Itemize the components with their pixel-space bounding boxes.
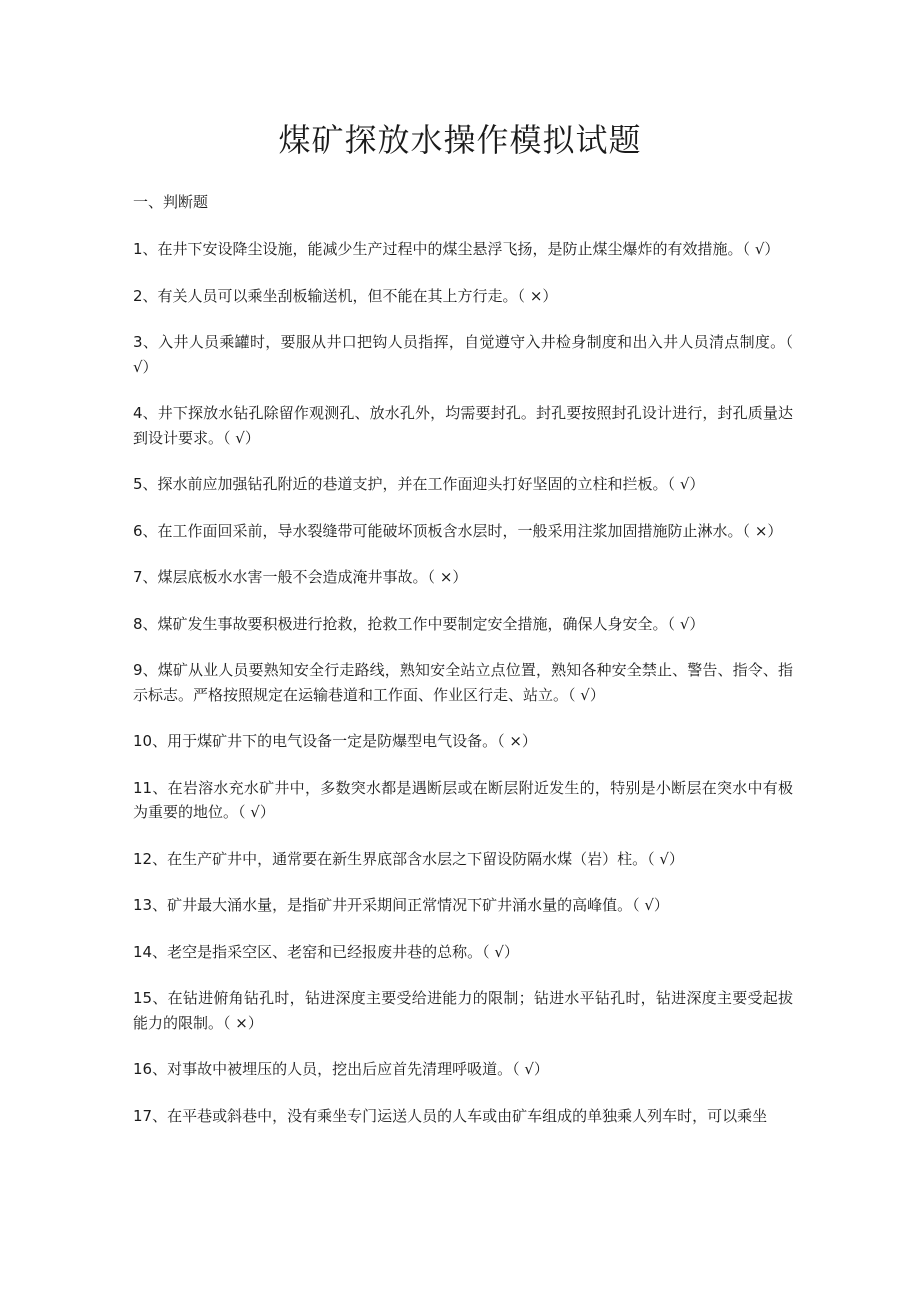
- question-item-4: 4、井下探放水钻孔除留作观测孔、放水孔外，均需要封孔。封孔要按照封孔设计进行，封孔质量达到设计要求。（ √）: [133, 404, 793, 447]
- question-item-2: 2、有关人员可以乘坐刮板输送机，但不能在其上方行走。（ ×）: [133, 286, 558, 305]
- question-item-11: 11、在岩溶水充水矿井中，多数突水都是遇断层或在断层附近发生的，特别是小断层在突水中有极为重要的地位。（ √）: [133, 778, 793, 821]
- document-title: 煤矿探放水操作模拟试题: [278, 121, 642, 159]
- question-item-12: 12、在生产矿井中，通常要在新生界底部含水层之下留设防隔水煤（岩）柱。（ √）: [133, 849, 684, 868]
- question-item-17: 17、在平巷或斜巷中，没有乘坐专门运送人员的人车或由矿车组成的单独乘人列车时，可以乘坐: [133, 1106, 768, 1125]
- question-list: [133, 237, 793, 1150]
- question-item-10: 10、用于煤矿井下的电气设备一定是防爆型电气设备。（ ×）: [133, 732, 537, 750]
- question-item-14: 14、老空是指采空区、老窑和已经报废井巷的总称。（ √）: [133, 942, 519, 961]
- question-item-13: 13、矿井最大涌水量，是指矿井开采期间正常情况下矿井涌水量的高峰值。（ √）: [133, 896, 669, 914]
- question-item-9: 9、煤矿从业人员要熟知安全行走路线，熟知安全站立点位置，熟知各种安全禁止、警告、指令、指示标志。严格按照规定在运输巷道和工作面、作业区行走、站立。（ √）: [133, 661, 793, 704]
- question-item-3: 3、入井人员乘罐时，要服从井口把钩人员指挥，自觉遵守入井检身制度和出入井人员清点制度。（ √）: [133, 333, 793, 376]
- question-item-5: 5、探水前应加强钻孔附近的巷道支护，并在工作面迎头打好坚固的立柱和拦板。（ √）: [133, 475, 705, 493]
- question-item-16: 16、对事故中被埋压的人员，挖出后应首先清理呼吸道。（ √）: [133, 1060, 549, 1078]
- question-item-15: 15、在钻进俯角钻孔时，钻进深度主要受给进能力的限制；钻进水平钻孔时，钻进深度主要受起拔能力的限制。（ ×）: [133, 989, 793, 1032]
- question-item-6: 6、在工作面回采前，导水裂缝带可能破坏顶板含水层时，一般采用注浆加固措施防止淋水。（ ×）: [133, 521, 783, 540]
- question-item-8: 8、煤矿发生事故要积极进行抢救，抢救工作中要制定安全措施，确保人身安全。（ √）: [133, 614, 705, 633]
- question-item-7: 7、煤层底板水水害一般不会造成淹井事故。（ ×）: [133, 568, 468, 586]
- section-heading: 一、判断题: [133, 193, 209, 211]
- question-item-1: 1、在井下安设降尘设施，能减少生产过程中的煤尘悬浮飞扬，是防止煤尘爆炸的有效措施。（ √）: [133, 240, 780, 258]
